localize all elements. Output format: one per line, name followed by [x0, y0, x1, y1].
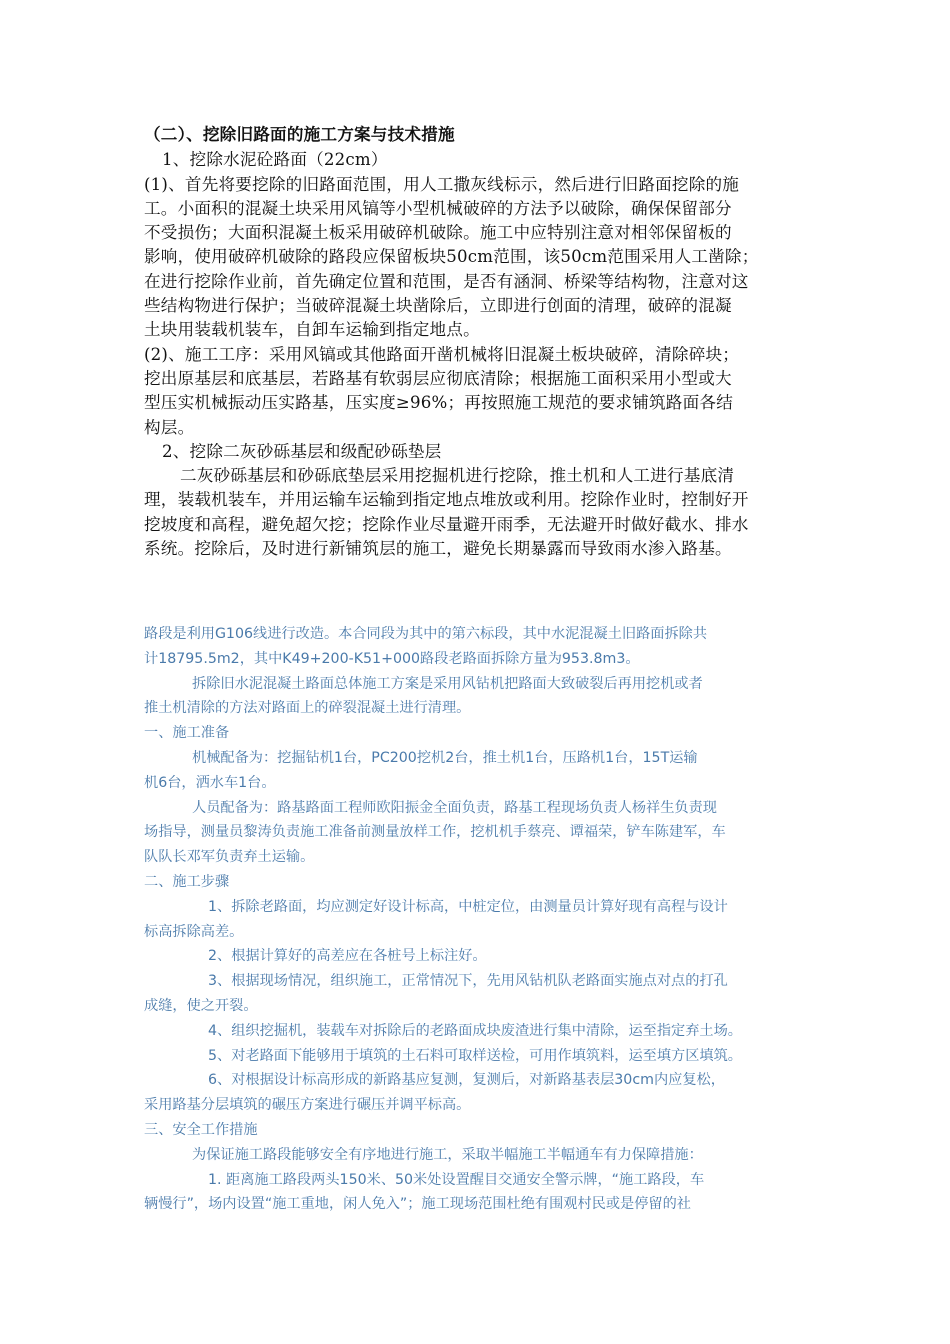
- subheading-cement-pavement: 1、挖除水泥砼路面（22cm）: [162, 150, 388, 170]
- paragraph-line: 不受损伤；大面积混凝土板采用破碎机破除。施工中应特别注意对相邻保留板的: [144, 223, 732, 243]
- paragraph-line: (1)、首先将要挖除的旧路面范围，用人工撒灰线标示，然后进行旧路面挖除的施: [144, 174, 740, 194]
- paragraph-line: 二灰砂砾基层和砂砾底垫层采用挖掘机进行挖除，推土机和人工进行基底清: [180, 466, 735, 486]
- paragraph-line: 在进行挖除作业前，首先确定位置和范围，是否有涵洞、桥梁等结构物，注意对这: [144, 271, 749, 291]
- step-line: 5、对老路面下能够用于填筑的土石料可取样送检，可用作填筑料，运至填方区填筑。: [208, 1047, 742, 1064]
- paragraph-line: 工。小面积的混凝土块采用风镐等小型机械破碎的方法予以破除，确保保留部分: [144, 198, 732, 218]
- step-line: 2、根据计算好的高差应在各桩号上标注好。: [208, 948, 487, 965]
- paragraph-3: [144, 464, 812, 561]
- body-line: 为保证施工路段能够安全有序地进行施工，采取半幅施工半幅通车有力保障措施：: [192, 1146, 703, 1163]
- paragraph-line: 型压实机械振动压实路基，压实度≥96%；再按照施工规范的要求铺筑路面各结: [144, 393, 733, 413]
- step-line: 6、对根据设计标高形成的新路基应复测，复测后，对新路基表层30cm内应复松，: [208, 1072, 725, 1089]
- paragraph-line: 理，装载机装车，并用运输车运输到指定地点堆放或利用。挖除作业时，控制好开: [144, 490, 749, 510]
- section-heading-safety: 三、安全工作措施: [144, 1121, 258, 1138]
- step-line: 1. 距离施工路段两头150米、50米处设置醒目交通安全警示牌，“施工路段，车: [208, 1171, 705, 1188]
- section-heading-preparation: 一、施工准备: [144, 725, 230, 742]
- body-line: 队队长邓军负责弃土运输。: [144, 849, 315, 866]
- body-line: 机械配备为：挖掘钻机1台，PC200挖机2台，推土机1台，压路机1台，15T运输: [192, 749, 698, 766]
- paragraph-line: (2)、施工工序：采用风镐或其他路面开凿机械将旧混凝土板块破碎，清除碎块；: [144, 344, 740, 364]
- section-heading: （二）、挖除旧路面的施工方案与技术措施: [144, 124, 455, 144]
- step-line: 4、组织挖掘机，装载车对拆除后的老路面成块废渣进行集中清除，运至指定弃土场。: [208, 1022, 742, 1039]
- body-line: 成缝，使之开裂。: [144, 997, 258, 1014]
- section-heading-steps: 二、施工步骤: [144, 873, 230, 890]
- paragraph-line: 影响，使用破碎机破除的路段应保留板块50cm范围，该50cm范围采用人工凿除；: [144, 247, 759, 267]
- body-line: 场指导，测量员黎涛负责施工准备前测量放样工作，挖机机手蔡亮、谭福荣，铲车陈建军，车: [144, 824, 726, 841]
- body-line: 采用路基分层填筑的碾压方案进行碾压并调平标高。: [144, 1097, 471, 1114]
- body-line: 路段是利用G106线进行改造。本合同段为其中的第六标段，其中水泥混凝土旧路面拆除共: [144, 626, 708, 642]
- body-line: 计18795.5m2，其中K49+200-K51+000路段老路面拆除方量为953.8m3。: [144, 650, 640, 667]
- paragraph-2: [144, 343, 812, 440]
- subheading-base-layer: 2、挖除二灰砂砾基层和级配砂砾垫层: [162, 441, 442, 461]
- body-line: 拆除旧水泥混凝土路面总体施工方案是采用风钻机把路面大致破裂后再用挖机或者: [192, 675, 703, 692]
- body-line: 标高拆除高差。: [144, 923, 244, 940]
- body-line: 机6台，洒水车1台。: [144, 774, 276, 791]
- paragraph-line: 挖出原基层和底基层，若路基有软弱层应彻底清除；根据施工面积采用小型或大: [144, 368, 732, 388]
- body-line: 人员配备为：路基路面工程师欧阳振金全面负责，路基工程现场负责人杨祥生负责现: [192, 799, 717, 816]
- step-line: 3、根据现场情况，组织施工，正常情况下，先用风钻机队老路面实施点对点的打孔: [208, 973, 728, 990]
- paragraph-line: 些结构物进行保护；当破碎混凝土块凿除后，立即进行创面的清理，破碎的混凝: [144, 296, 732, 316]
- body-line: 推土机清除的方法对路面上的碎裂混凝土进行清理。: [144, 700, 471, 717]
- demolition-plan-section: [144, 622, 820, 1217]
- paragraph-1: [144, 173, 812, 343]
- construction-plan-section: [144, 122, 812, 561]
- body-line: 辆慢行”，场内设置“施工重地，闲人免入”；施工现场范围杜绝有围观村民或是停留的社: [144, 1196, 691, 1213]
- paragraph-line: 土块用装载机装车，自卸车运输到指定地点。: [144, 320, 480, 340]
- paragraph-line: 挖坡度和高程，避免超欠挖；挖除作业尽量避开雨季，无法避开时做好截水、排水: [144, 514, 749, 534]
- paragraph-line: 构层。: [144, 417, 195, 437]
- step-line: 1、拆除老路面，均应测定好设计标高，中桩定位，由测量员计算好现有高程与设计: [208, 898, 728, 915]
- paragraph-line: 系统。挖除后，及时进行新铺筑层的施工，避免长期暴露而导致雨水渗入路基。: [144, 539, 732, 559]
